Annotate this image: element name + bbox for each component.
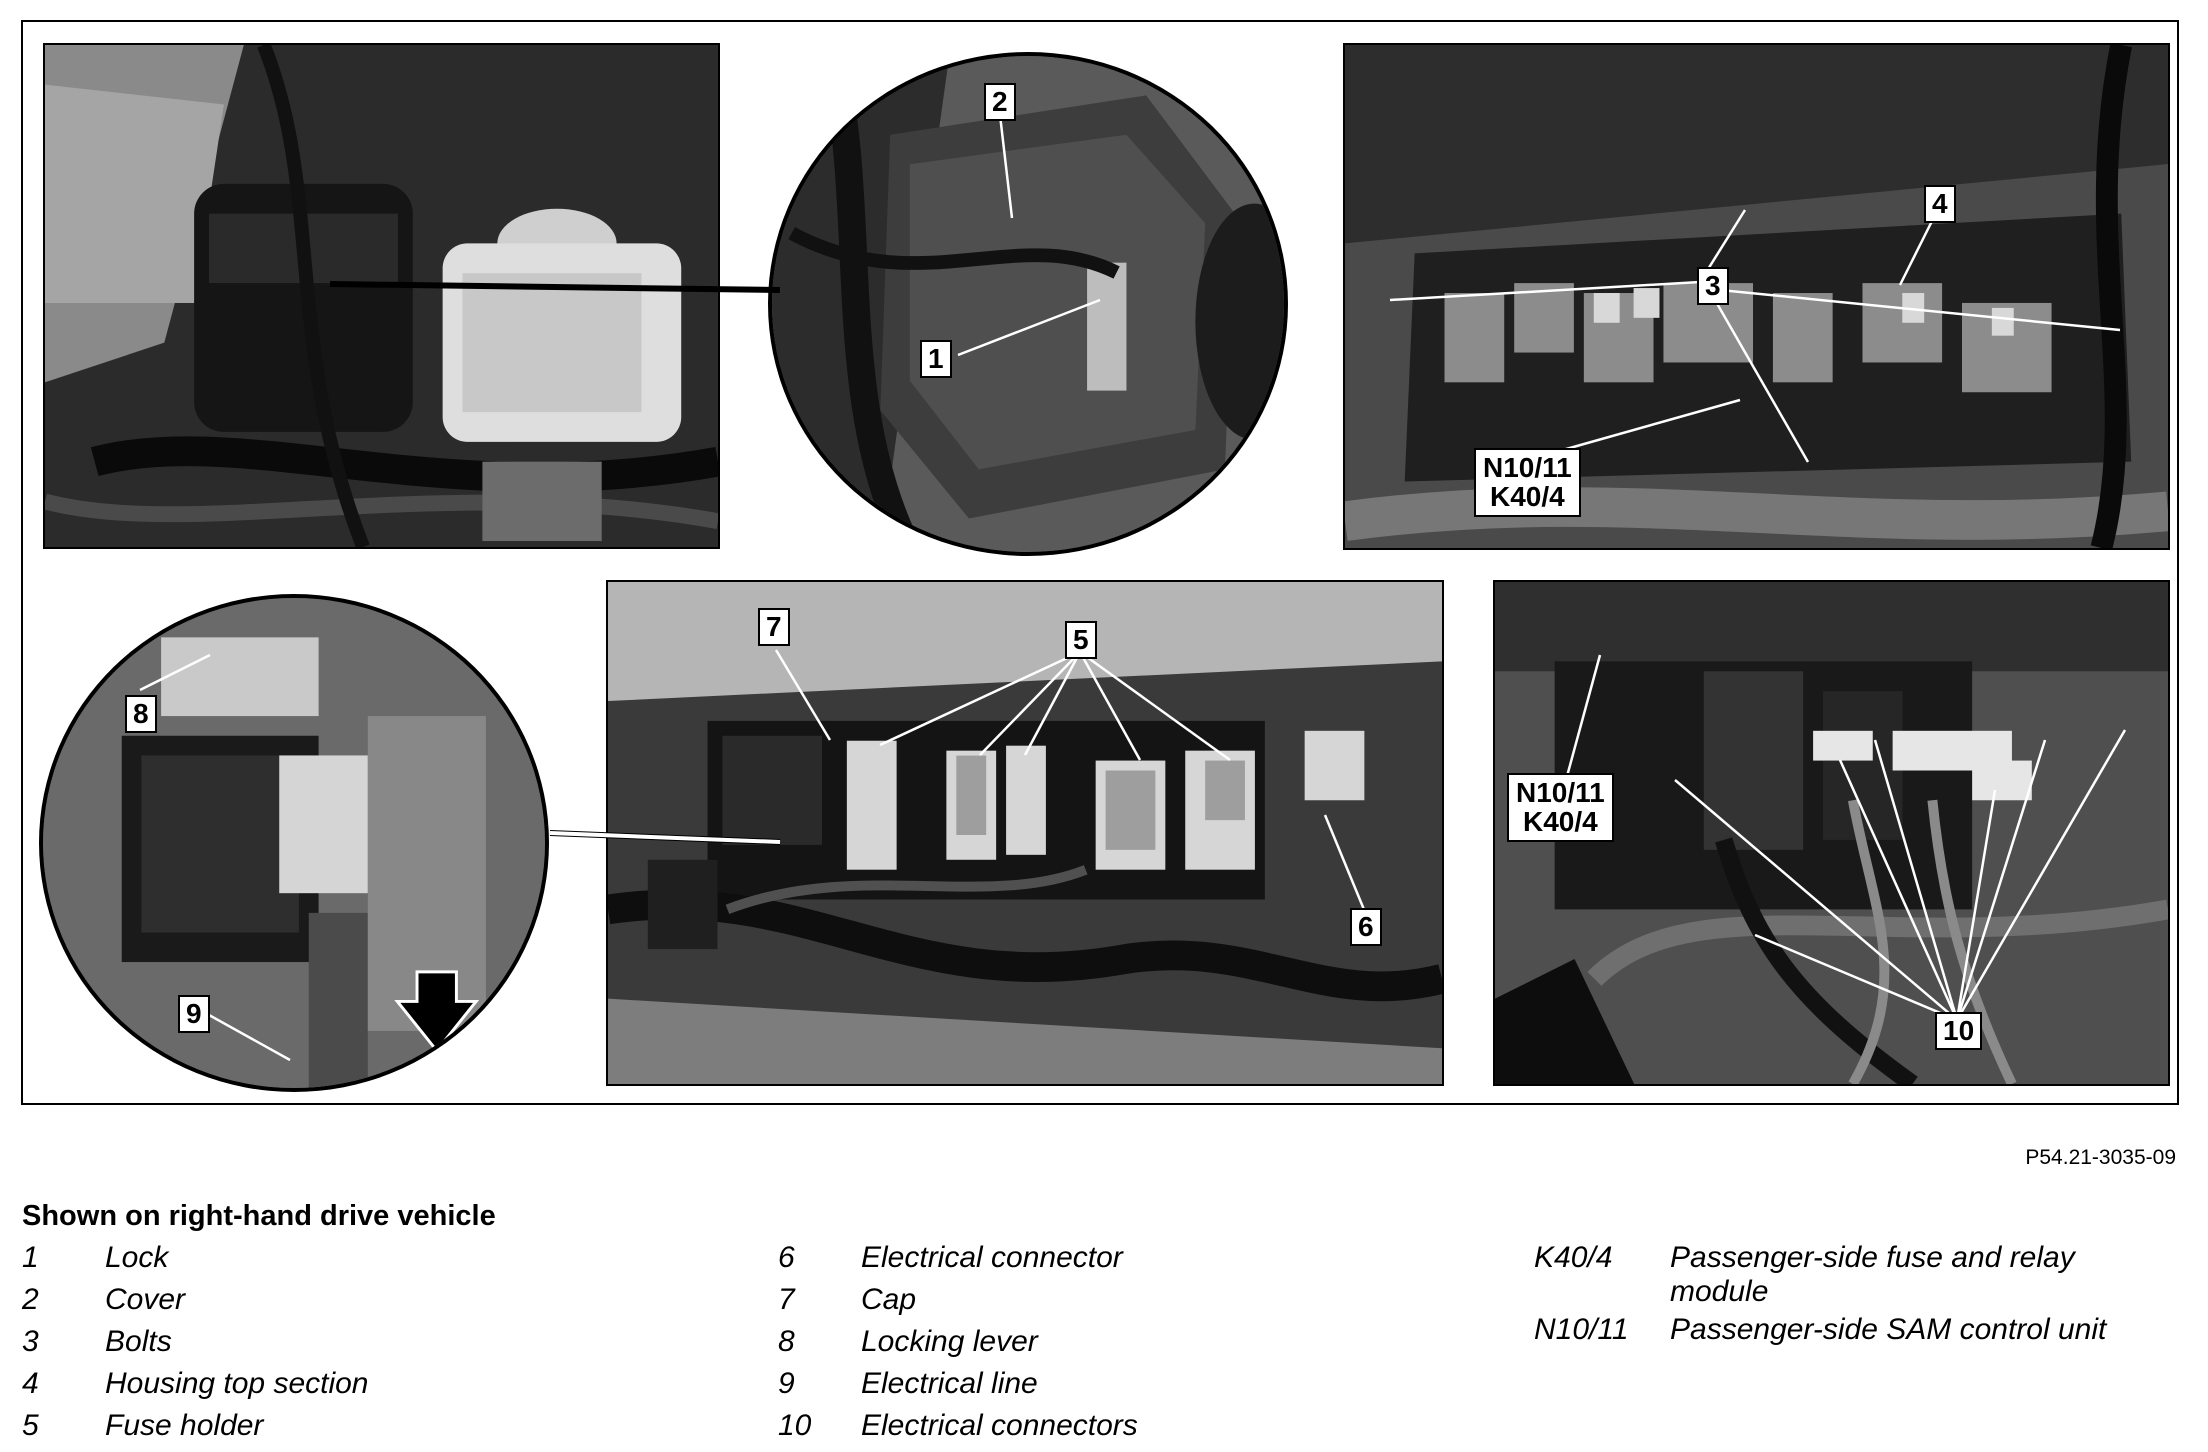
legend-item [778,1363,1478,1405]
legend-number: 5 [22,1409,39,1442]
legend-title: Shown on right-hand drive vehicle [22,1200,496,1232]
callout-10: 10 [1935,1012,1982,1050]
detail-circle-cover [768,52,1288,556]
legend-number: 10 [778,1409,812,1442]
legend-number: 3 [22,1325,39,1358]
legend-text: Electrical connectors [861,1409,1138,1442]
legend-text: module [1670,1275,1769,1308]
callout-6: 6 [1350,908,1382,946]
legend-number: 2 [22,1283,39,1316]
legend-text: Bolts [105,1325,172,1358]
photo-engine-bay [43,43,720,549]
callout-8: 8 [125,695,157,733]
callout-7: 7 [758,608,790,646]
callout-1: 1 [920,340,952,378]
legend-number: K40/4 [1534,1241,1613,1274]
legend-item [22,1321,722,1363]
module-label-k40-4: K40/4 [1490,481,1565,513]
callout-4: 4 [1924,185,1956,223]
legend-item [778,1321,1478,1363]
legend-item [22,1405,722,1447]
legend-text: Lock [105,1241,169,1274]
legend-text: Electrical connector [861,1241,1123,1274]
figure-code: P54.21-3035-09 [2025,1146,2176,1169]
callout-5: 5 [1065,621,1097,659]
legend-item [22,1363,722,1405]
legend-number: 8 [778,1325,795,1358]
photo-fuse-holders [606,580,1444,1086]
legend-item [778,1237,1478,1279]
legend-item [22,1279,722,1321]
module-label-k40-4: K40/4 [1523,806,1598,838]
photo-open-fuse-box [1343,43,2170,550]
legend-number: N10/11 [1534,1313,1629,1346]
legend-number: 6 [778,1241,795,1274]
legend-number: 4 [22,1367,39,1400]
legend-item [1534,1309,2184,1351]
module-label-n10-11: N10/11 [1516,777,1605,808]
legend-text: Passenger-side fuse and relay [1670,1241,2075,1274]
legend-item-continuation [1534,1271,2184,1307]
legend-text: Locking lever [861,1325,1038,1358]
legend-column-1 [22,1237,722,1447]
legend-column-3 [1534,1237,2184,1351]
legend-text: Cover [105,1283,186,1316]
detail-circle-locking-lever [39,594,549,1092]
callout-9: 9 [178,995,210,1033]
legend-text: Cap [861,1283,917,1316]
legend-item [22,1237,722,1279]
legend-text: Passenger-side SAM control unit [1670,1313,2107,1346]
callout-module-top [1474,448,1581,517]
legend-text: Electrical line [861,1367,1038,1400]
legend-column-2 [778,1237,1478,1447]
legend-number: 9 [778,1367,795,1400]
legend-item [778,1279,1478,1321]
legend-text: Housing top section [105,1367,369,1400]
callout-module-bottom [1507,773,1614,842]
legend-number: 1 [22,1241,39,1274]
legend-item [778,1405,1478,1447]
legend-text: Fuse holder [105,1409,264,1442]
callout-3: 3 [1697,267,1729,305]
legend-number: 7 [778,1283,795,1316]
callout-2: 2 [984,83,1016,121]
module-label-n10-11: N10/11 [1483,452,1572,483]
